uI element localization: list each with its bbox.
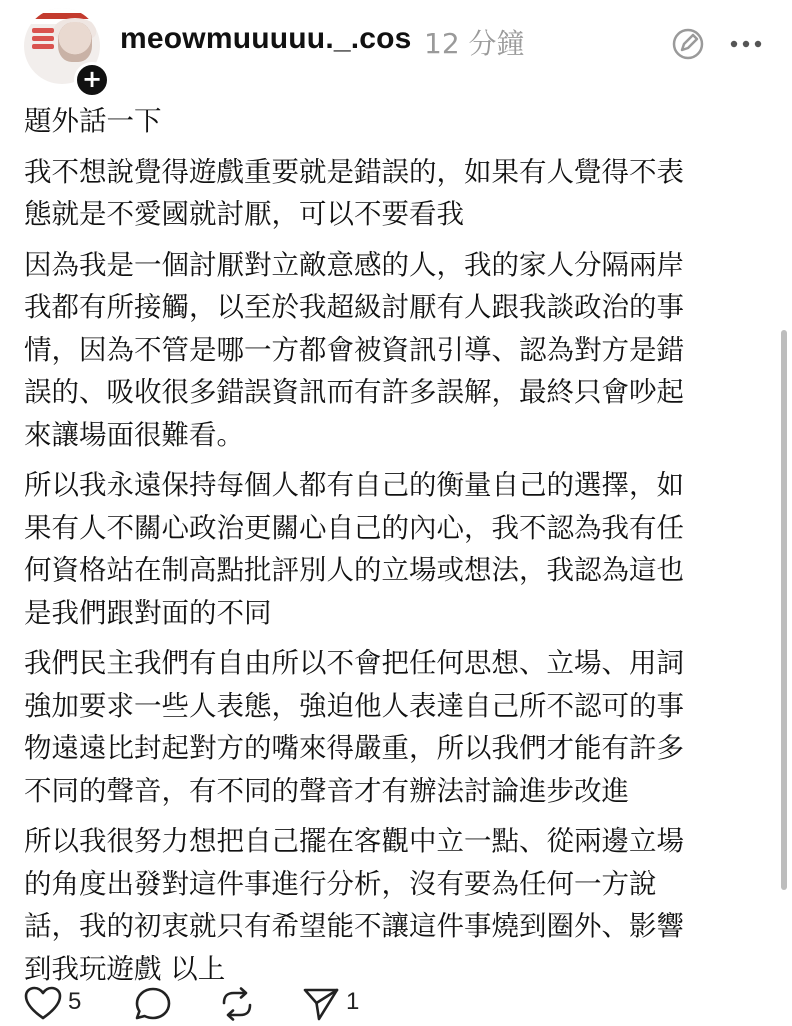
- send-icon: [302, 986, 340, 1022]
- scrollbar[interactable]: [781, 330, 787, 890]
- post-timestamp: 12 分鐘: [424, 27, 525, 60]
- more-icon[interactable]: [728, 30, 764, 58]
- share-button[interactable]: [302, 982, 382, 1026]
- like-button[interactable]: [24, 982, 94, 1026]
- edit-icon[interactable]: [670, 26, 706, 62]
- post-paragraph: 所以我很努力想把自己擺在客觀中立一點、從兩邊立場 的角度出發對這件事進行分析，沒有要為任何一方說 話，我的初衷就只有希望能不讓這件事燒到圈外、影響 到我玩遊戲 以上: [24, 825, 684, 985]
- post-paragraph: 因為我是一個討厭對立敵意感的人，我的家人分隔兩岸 我都有所接觸，以至於我超級討厭有人跟我談政治的事 情，因為不管是哪一方都會被資訊引導、認為對方是錯 誤的、吸收很多錯誤資訊而有許多誤解，最終只會吵起 來讓場面很難看。: [24, 248, 684, 451]
- comment-icon: [134, 986, 172, 1022]
- post-paragraph: 題外話一下: [24, 105, 162, 137]
- repost-button[interactable]: [218, 982, 262, 1026]
- avatar-container[interactable]: [24, 8, 103, 93]
- repost-icon: [218, 986, 256, 1022]
- avatar-decoration: [32, 44, 54, 49]
- username[interactable]: meowmuuuuu._.cos: [120, 22, 412, 55]
- post-paragraph: 所以我永遠保持每個人都有自己的衡量自己的選擇，如 果有人不關心政治更關心自己的內心，我不認為我有任 何資格站在制高點批評別人的立場或想法，我認為這也 是我們跟對面的不同: [24, 469, 684, 629]
- comment-button[interactable]: [134, 982, 178, 1026]
- avatar-decoration: [58, 22, 92, 62]
- avatar-decoration: [32, 36, 54, 41]
- post-header: [0, 0, 792, 100]
- like-count: 5: [68, 988, 82, 1015]
- post-paragraph: 我們民主我們有自由所以不會把任何思想、立場、用詞 強加要求一些人表態，強迫他人表達自己所不認可的事 物遠遠比封起對方的嘴來得嚴重，所以我們才能有許多 不同的聲音，有不同的聲音才有辦法討論進步改進: [24, 647, 684, 807]
- post-actions: [24, 982, 768, 1026]
- post-body: [24, 100, 764, 998]
- share-count: 1: [346, 988, 360, 1015]
- avatar-decoration: [32, 28, 54, 33]
- post-paragraph: 我不想說覺得遊戲重要就是錯誤的，如果有人覺得不表 態就是不愛國就討厭，可以不要看我: [24, 155, 684, 230]
- follow-button[interactable]: +: [74, 62, 110, 98]
- heart-icon: [24, 986, 62, 1022]
